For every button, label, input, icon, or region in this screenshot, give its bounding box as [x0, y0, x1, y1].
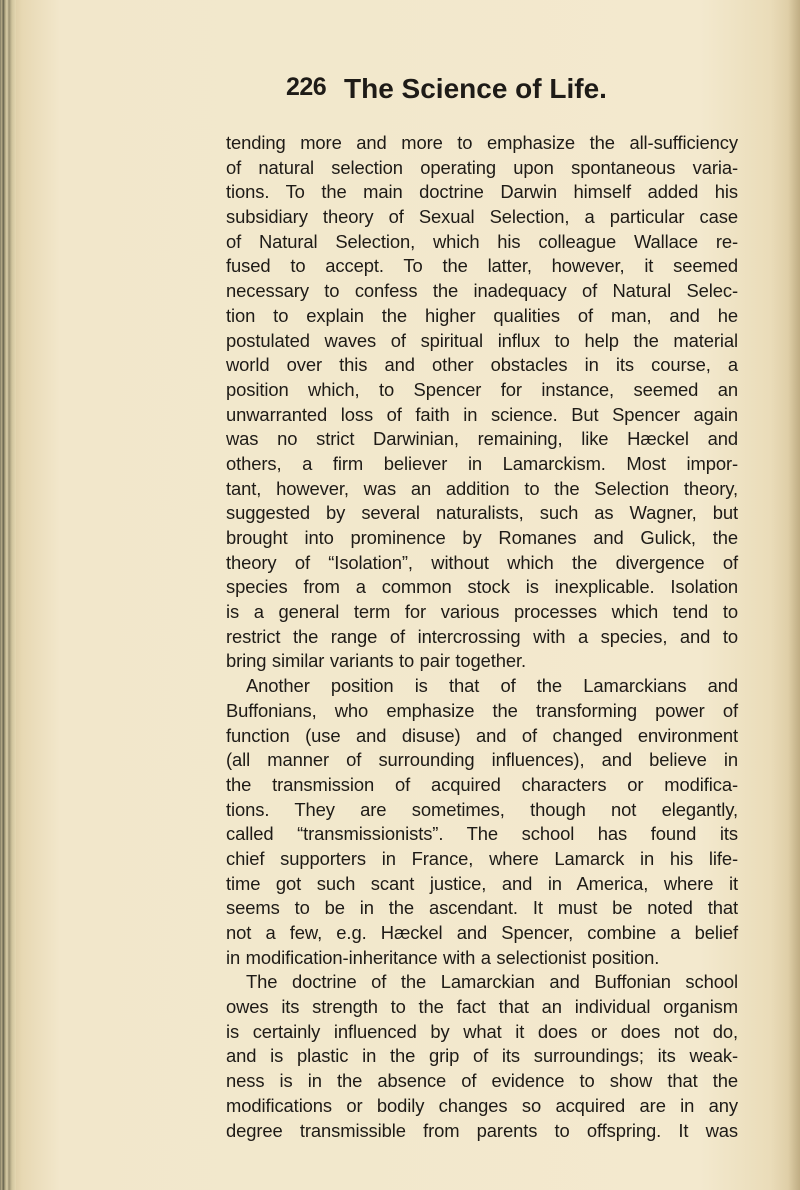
- text-line: tion to explain the higher qualities of man, and he: [226, 304, 738, 326]
- text-line: species from a common stock is inexplicable. Isolation: [226, 576, 738, 598]
- paragraph-end-line: in modification-inheritance with a selectionist position.: [226, 946, 660, 968]
- text-line: was no strict Darwinian, remaining, like Hæckel and: [226, 428, 738, 450]
- text-line: is certainly influenced by what it does or does not do,: [226, 1020, 738, 1042]
- text-line: restrict the range of intercrossing with a species, and to: [226, 625, 738, 647]
- text-line: owes its strength to the fact that an individual organism: [226, 996, 738, 1018]
- text-line: called “transmissionists”. The school has found its: [226, 823, 738, 845]
- text-line: modifications or bodily changes so acquired are in any: [226, 1094, 738, 1116]
- text-line: degree transmissible from parents to offspring. It was: [226, 1119, 738, 1141]
- book-spine-shadow: [0, 0, 16, 1190]
- text-line: suggested by several naturalists, such as Wagner, but: [226, 502, 738, 524]
- text-line: subsidiary theory of Sexual Selection, a particular case: [226, 206, 738, 228]
- body-text: [226, 131, 738, 1143]
- text-line: chief supporters in France, where Lamarck in his life-: [226, 847, 738, 869]
- text-line: world over this and other obstacles in its course, a: [226, 354, 738, 376]
- text-line: necessary to confess the inadequacy of Natural Selec-: [226, 280, 738, 302]
- paragraph-start-line: Another position is that of the Lamarckians and: [246, 675, 738, 697]
- text-line: not a few, e.g. Hæckel and Spencer, combine a belief: [226, 922, 738, 943]
- text-line: time got such scant justice, and in America, where it: [226, 872, 738, 894]
- text-line: (all manner of surrounding influences), and believe in: [226, 749, 738, 771]
- text-line: function (use and disuse) and of changed environment: [226, 724, 738, 746]
- running-header: [60, 72, 740, 116]
- text-line: of Natural Selection, which his colleague Wallace re-: [226, 230, 738, 252]
- text-line: theory of “Isolation”, without which the divergence of: [226, 551, 738, 573]
- text-line: ness is in the absence of evidence to show that the: [226, 1070, 738, 1092]
- text-line: and is plastic in the grip of its surroundings; its weak-: [226, 1045, 738, 1067]
- text-line: Buffonians, who emphasize the transforming power of: [226, 699, 738, 721]
- text-line: tions. To the main doctrine Darwin himself added his: [226, 181, 738, 203]
- text-line: tions. They are sometimes, though not elegantly,: [226, 798, 738, 820]
- text-line: the transmission of acquired characters or modifica-: [226, 773, 738, 795]
- text-line: unwarranted loss of faith in science. But Spencer again: [226, 403, 738, 425]
- text-line: is a general term for various processes which tend to: [226, 601, 738, 623]
- text-line: position which, to Spencer for instance, seemed an: [226, 378, 738, 400]
- text-line: tant, however, was an addition to the Selection theory,: [226, 477, 738, 499]
- text-line: fused to accept. To the latter, however, it seemed: [226, 255, 738, 277]
- text-line: of natural selection operating upon spontaneous varia-: [226, 156, 738, 178]
- text-line: seems to be in the ascendant. It must be noted that: [226, 897, 738, 919]
- text-line: brought into prominence by Romanes and Gulick, the: [226, 527, 738, 548]
- text-line: others, a firm believer in Lamarckism. Most impor-: [226, 452, 738, 474]
- page-edge-shadow: [788, 0, 800, 1190]
- paragraph-end-line: bring similar variants to pair together.: [226, 650, 527, 672]
- text-line: postulated waves of spiritual influx to help the material: [226, 329, 738, 351]
- running-title: The Science of Life.: [344, 73, 607, 104]
- text-line: tending more and more to emphasize the all-sufficiency: [226, 132, 738, 153]
- paragraph-start-line: The doctrine of the Lamarckian and Buffonian school: [246, 971, 738, 993]
- page-number: 226: [286, 73, 327, 101]
